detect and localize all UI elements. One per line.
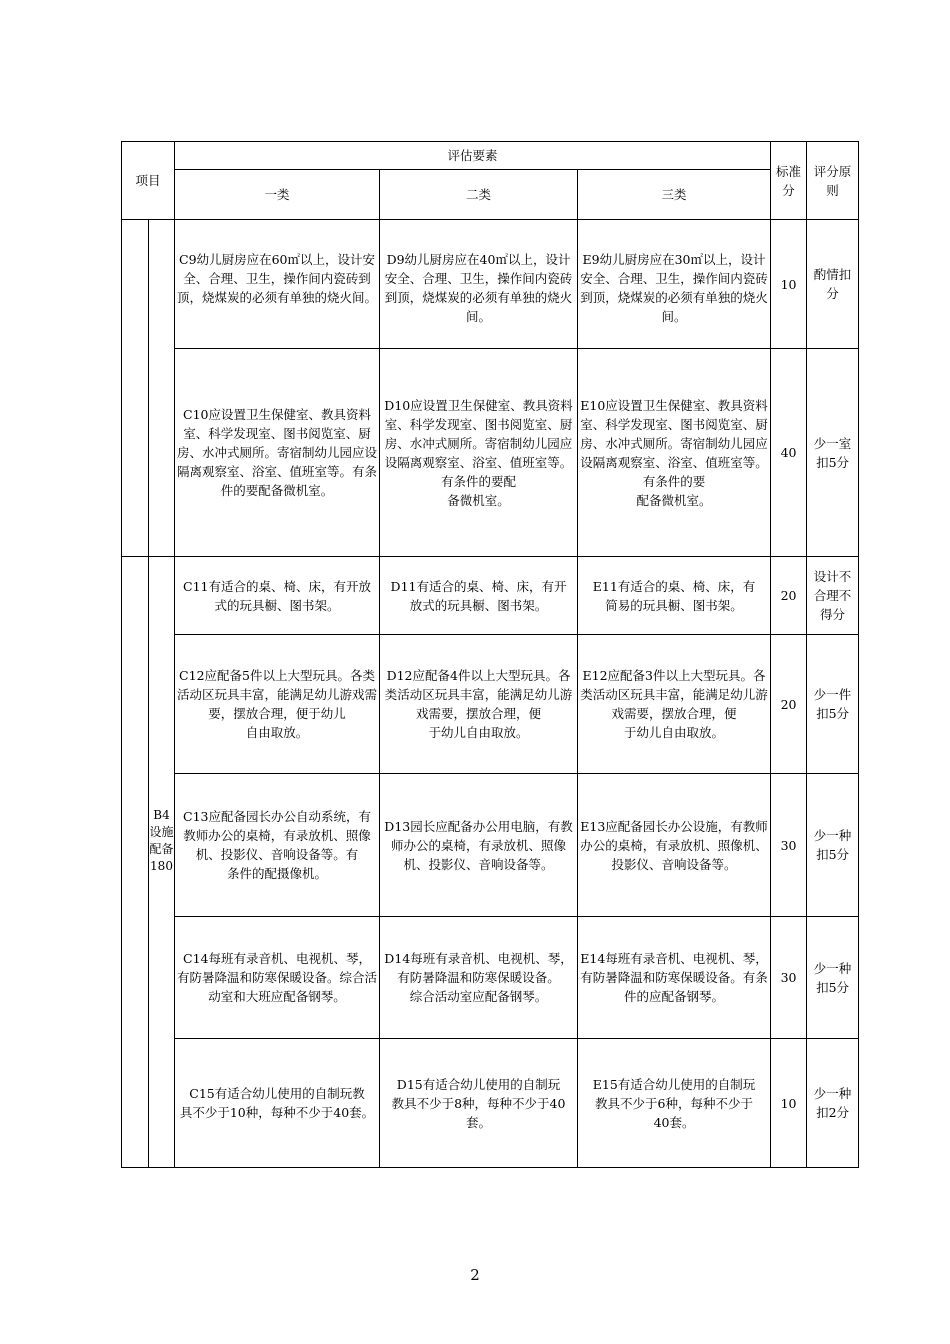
evaluation-table — [121, 141, 859, 1168]
row-c15-class2-line1: D15有适合幼儿使用的自制玩 — [396, 1076, 561, 1092]
row-c15-class2 — [380, 1039, 578, 1168]
row-c9-score: 10 — [771, 220, 807, 349]
row-c10-class3-end: 配备微机室。 — [636, 492, 712, 508]
row-c14-class3: E14每班有录音机、电视机、琴，有防暑降温和防寒保暖设备。有条件的应配备钢琴。 — [578, 917, 771, 1039]
header-class1: 一类 — [175, 170, 380, 220]
row-c12-class1-main: C12应配备5件以上大型玩具。各类活动区玩具丰富，能满足幼儿游戏需要，摆放合理，便于幼儿 — [177, 668, 378, 721]
row-c12-class3-main: E12应配备3件以上大型玩具。各类活动区玩具丰富，能满足幼儿游戏需要，摆放合理，便 — [580, 668, 768, 721]
blank-group-cell — [122, 220, 149, 557]
row-c11-class1 — [175, 557, 380, 635]
row-c15-class1-main: C15有适合幼儿使用的自制玩教 — [189, 1086, 365, 1101]
row-c15-class1 — [175, 1039, 380, 1168]
row-c15-class2-line3: 套。 — [466, 1114, 492, 1130]
row-c11-class3 — [578, 557, 771, 635]
row-c13-class3: E13应配备园长办公设施，有教师办公的桌椅，有录放机、照像机、投影仪、音响设备等。 — [578, 774, 771, 917]
row-c11-class2-main: D11有适合的桌、椅、床，有开 — [390, 578, 567, 594]
row-c15-class3-line3: 40套。 — [653, 1114, 695, 1130]
row-c13-class1-main: C13应配备园长办公自动系统，有教师办公的桌椅，有录放机、照像机、投影仪、音响设备等。有 — [183, 809, 371, 862]
row-c9-class3: E9幼儿厨房应在30㎡以上，设计安全、合理、卫生，操作间内瓷砖到顶，烧煤炭的必须有单独的烧火间。 — [578, 220, 771, 349]
row-c15-class1-end: 具不少于10种，每种不少于40套。 — [179, 1105, 375, 1120]
row-c10-class2-main: D10应设置卫生保健室、教具资料室、科学发现室、图书阅览室、厨房、水冲式厕所。寄宿制幼儿园应设隔离观察室、浴室、值班室等。有条件的要配 — [384, 397, 573, 489]
row-c13-score: 30 — [771, 774, 807, 917]
header-class2: 二类 — [380, 170, 578, 220]
row-c11-class1-end: 式的玩具橱、图书架。 — [214, 597, 340, 613]
header-standard-score: 标准分 — [771, 142, 807, 220]
row-c12-score: 20 — [771, 635, 807, 774]
row-c13-class1-end: 条件的配摄像机。 — [227, 866, 328, 881]
row-c15-rule: 少一种扣2分 — [807, 1039, 859, 1168]
row-c13-class2: D13园长应配备办公用电脑，有教师办公的桌椅，有录放机、照像机、投影仪、音响设备等。 — [380, 774, 578, 917]
header-scoring-principle: 评分原则 — [807, 142, 859, 220]
row-c11-rule: 设计不合理不得分 — [807, 557, 859, 635]
page-number: 2 — [470, 1266, 480, 1284]
row-c9-class2: D9幼儿厨房应在40㎡以上，设计安全、合理、卫生，操作间内瓷砖到顶，烧煤炭的必须有单独的烧火间。 — [380, 220, 578, 349]
row-c12-class1 — [175, 635, 380, 774]
row-c9-class1: C9幼儿厨房应在60㎡以上，设计安全、合理、卫生，操作间内瓷砖到顶，烧煤炭的必须有单独的烧火间。 — [175, 220, 380, 349]
row-c11-class2-end: 放式的玩具橱、图书架。 — [409, 597, 548, 613]
row-c13-rule: 少一种扣5分 — [807, 774, 859, 917]
header-class3: 三类 — [578, 170, 771, 220]
group-label-b4: B4设施配备180 — [149, 557, 175, 1168]
row-c10-class3-main: E10应设置卫生保健室、教具资料室、科学发现室、图书阅览室、厨房、水冲式厕所。寄宿制幼儿园应设隔离观察室、浴室、值班室等。有条件的要 — [580, 397, 768, 489]
row-c14-score: 30 — [771, 917, 807, 1039]
row-c10-class2-end: 备微机室。 — [447, 492, 510, 508]
row-c12-class3-end: 于幼儿自由取放。 — [624, 725, 725, 740]
row-c10-class3 — [578, 349, 771, 557]
header-project: 项目 — [122, 142, 175, 220]
row-c12-rule: 少一件扣5分 — [807, 635, 859, 774]
row-c15-class3 — [578, 1039, 771, 1168]
row-c15-class2-line2: 教具不少于8种，每种不少于40 — [391, 1095, 566, 1111]
row-c14-class2-end: 综合活动室应配备钢琴。 — [409, 989, 548, 1004]
row-c11-class1-main: C11有适合的桌、椅、床，有开放 — [183, 578, 371, 594]
row-c10-class1: C10应设置卫生保健室、教具资料室、科学发现室、图书阅览室、厨房、水冲式厕所。寄宿制幼儿园应设隔离观察室、浴室、值班室等。有条件的要配备微机室。 — [175, 349, 380, 557]
row-c14-class2 — [380, 917, 578, 1039]
row-c14-rule: 少一种扣5分 — [807, 917, 859, 1039]
row-c15-class3-line1: E15有适合幼儿使用的自制玩 — [592, 1076, 756, 1092]
row-c12-class1-end: 自由取放。 — [245, 725, 309, 740]
row-c12-class2 — [380, 635, 578, 774]
row-c11-class3-main: E11有适合的桌、椅、床，有 — [592, 578, 756, 594]
row-c9-rule: 酌情扣分 — [807, 220, 859, 349]
row-c14-class1: C14每班有录音机、电视机、琴，有防暑降温和防寒保暖设备。综合活动室和大班应配备钢琴。 — [175, 917, 380, 1039]
blank-group-cell-lower — [122, 557, 149, 1168]
row-c15-score: 10 — [771, 1039, 807, 1168]
blank-subgroup-cell — [149, 220, 175, 557]
row-c11-class3-end: 简易的玩具橱、图书架。 — [605, 597, 743, 613]
row-c10-score: 40 — [771, 349, 807, 557]
row-c12-class2-main: D12应配备4件以上大型玩具。各类活动区玩具丰富，能满足幼儿游戏需要，摆放合理，便 — [384, 668, 573, 721]
row-c10-class2 — [380, 349, 578, 557]
row-c12-class2-end: 于幼儿自由取放。 — [428, 725, 529, 740]
row-c11-class2 — [380, 557, 578, 635]
row-c11-score: 20 — [771, 557, 807, 635]
row-c14-class2-main: D14每班有录音机、电视机、琴，有防暑降温和防寒保暖设备。 — [384, 951, 573, 985]
row-c10-rule: 少一室扣5分 — [807, 349, 859, 557]
row-c15-class3-line2: 教具不少于6种，每种不少于 — [595, 1095, 754, 1111]
header-factors: 评估要素 — [175, 142, 771, 170]
row-c12-class3 — [578, 635, 771, 774]
row-c13-class1 — [175, 774, 380, 917]
